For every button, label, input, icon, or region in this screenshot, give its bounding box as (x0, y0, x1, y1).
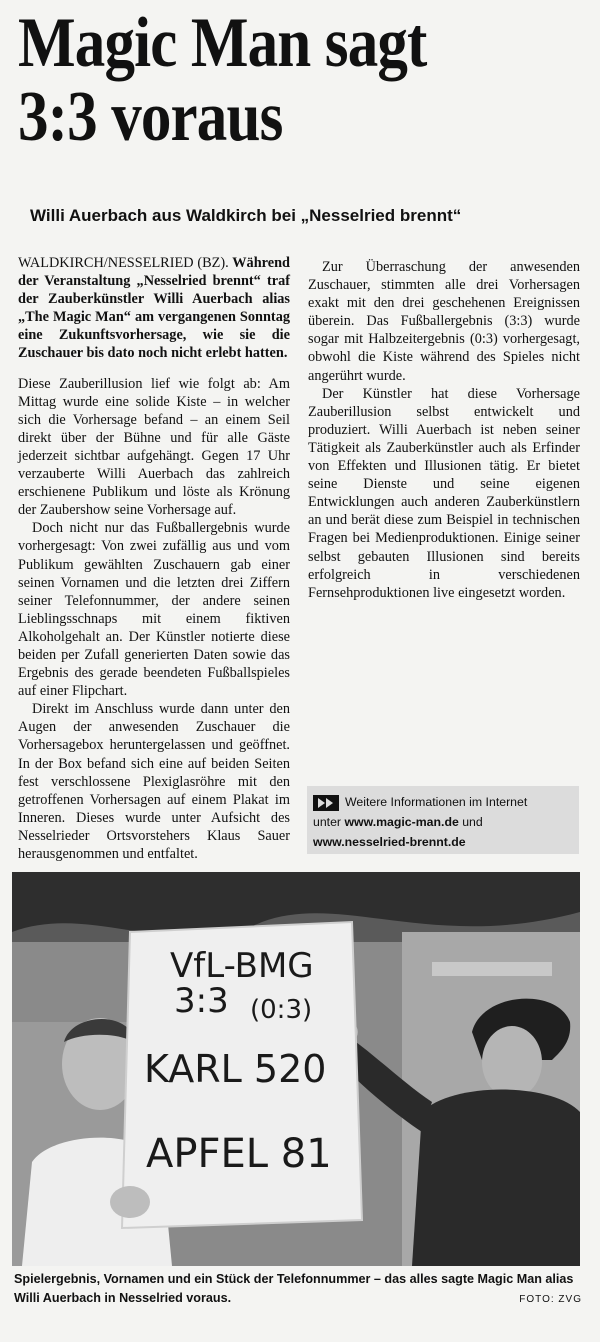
sign-line-1: VfL-BMG (170, 946, 314, 986)
article-headline (18, 6, 508, 154)
info-box (307, 786, 579, 854)
body-paragraph-4: Zur Überraschung der anwesenden Zuschauer, stimmten alle drei Vorhersagen exakt mit den drei geschehenen Ereignissen überein. Das Fußballergebnis (3:3) wurde sogar mit Halbzeitergebnis (0:3) vorhergesagt, obwohl die Kiste während des Spieles nicht angerührt wurde. (308, 259, 580, 384)
link-magic-man[interactable]: www.magic-man.de (344, 815, 459, 829)
body-paragraph-3: Direkt im Anschluss wurde dann unter den Augen der anwesenden Zuschauer die Vorhersagebox heruntergelassen und geöffnet. In der Box befand sich eine auf beiden Seiten fest verschlossene Plexiglasröhre mit den getroffenen Vorhersagen auf einem Plakat im Inneren. Dieses wurde unter Aufsicht des Nesselrieder Ortsvorstehers Klaus Sauer herausgenommen und entfaltet. (18, 701, 290, 862)
info-box-suffix: und (458, 815, 483, 829)
photo-caption: Spielergebnis, Vornamen und ein Stück der Telefonnummer – das alles sagte Magic Man alias Willi Auerbach in Nesselried voraus. (14, 1272, 574, 1305)
body-paragraph-2: Doch nicht nur das Fußballergebnis wurde vorhergesagt: Von zwei zufällig aus und vom Publikum gewählten Zuschauern gab einer seinen Vornamen und die letzten drei Ziffern seiner Telefonnummer, der andere seinen Lieblingsschnaps mit einem fiktiven Alkoholgehalt an. Der Künstler notierte diese beiden per Zufall generierten Daten sowie das Ergebnis des gerade beendeten Fußballspieles auf einer Flipchart. (18, 520, 290, 700)
lede-text: Während der Veranstaltung „Nesselried brennt“ traf der Zauberkünstler Willi Auerbach alias „The Magic Man“ am vergangenen Sonntag eine Zukunftsvorhersage, wie sie die Zuschauer bis dato noch nicht erlebt hatten. (18, 255, 290, 362)
link-nesselried-brennt[interactable]: www.nesselried-brennt.de (313, 835, 466, 849)
info-box-heading: Weitere Informationen im Internet (345, 795, 528, 809)
text-column-left (18, 254, 290, 863)
photo-credit: FOTO: ZVG (519, 1294, 582, 1305)
info-box-line-2 (313, 812, 573, 832)
info-box-line-3 (313, 832, 573, 852)
sign-line-2b: (0:3) (250, 995, 313, 1025)
text-column-right (308, 258, 580, 602)
sign-line-4: APFEL 81 (146, 1131, 332, 1177)
photo-illustration (12, 872, 580, 1266)
headline-line-1: Magic Man sagt (18, 4, 427, 82)
body-paragraph-1: Diese Zauberillusion lief wie folgt ab: Am Mittag wurde eine solide Kiste – in welcher sich die Vorhersage befand – an einem Seil direkt über der Bühne und für alle Gäste jederzeit sichtbar aufgehängt. Gegen 17 Uhr verzauberte Willi Auerbach das zahlreich erschienene Publikum und löste als Krönung der Zaubershow seine Vorhersage auf. (18, 375, 290, 519)
article-subheadline: Willi Auerbach aus Waldkirch bei „Nesselried brennt“ (30, 206, 462, 225)
sign-line-3: KARL 520 (144, 1047, 327, 1091)
info-box-line-1 (313, 792, 573, 812)
body-paragraph-5: Der Künstler hat diese Vorhersage Zauberillusion selbst entwickelt und produziert. Willi Auerbach ist neben seiner Tätigkeit als Zauberkünstler auch als Erfinder von Effekten und Illusionen tätig. Er bietet seine Dienste und seine eigenen Entwicklungen auch anderen Zauberkünstlern an und berät diese zum Beispiel in technischen Fragen bei Medienproduktionen. Einige seiner selbst gebauten Illusionen sind bereits erfolgreich in verschiedenen Fernsehproduktionen live eingesetzt worden. (308, 385, 580, 601)
lede-paragraph (18, 254, 290, 363)
article-photo (12, 872, 580, 1266)
fast-forward-icon (313, 795, 339, 811)
info-box-prefix: unter (313, 815, 345, 829)
headline-line-2: 3:3 voraus (18, 78, 283, 156)
sign-line-2: 3:3 (174, 981, 229, 1021)
dateline: WALDKIRCH/NESSELRIED (BZ). (18, 255, 229, 271)
